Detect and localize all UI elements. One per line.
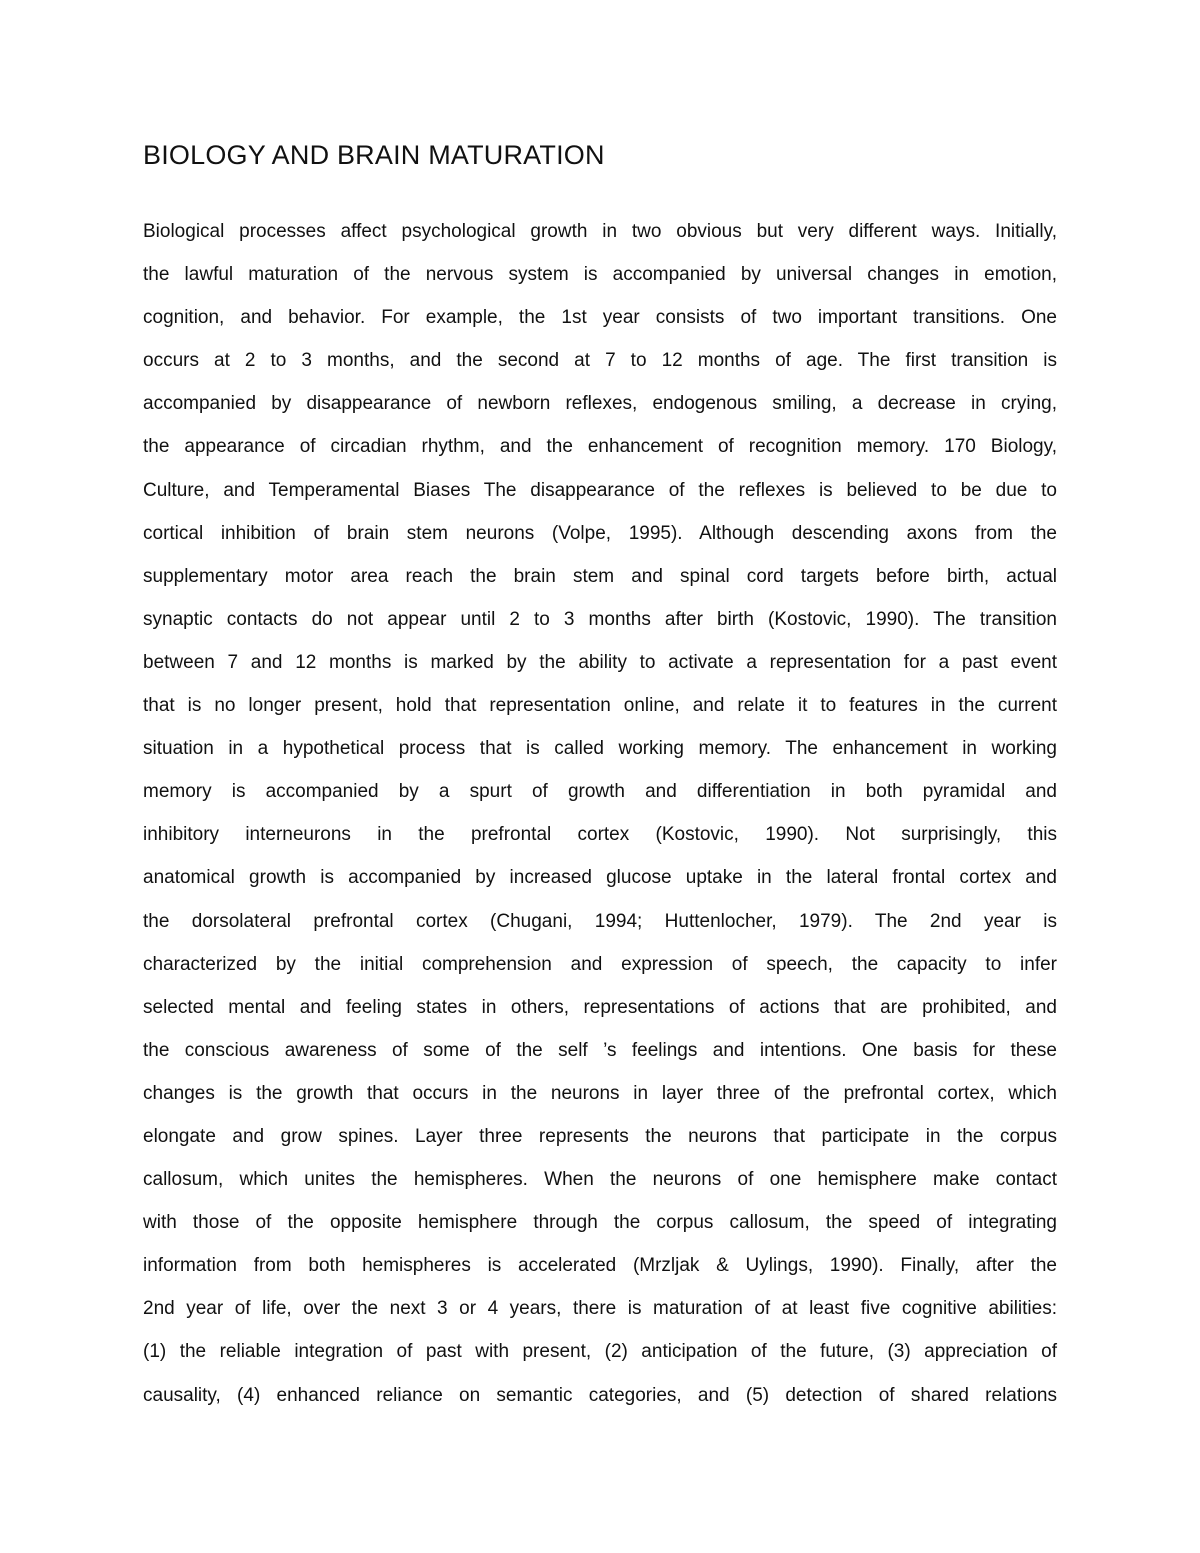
paragraph-line: Culture, and Temperamental Biases The disappearance of the reflexes is believed to be due to xyxy=(143,479,1057,501)
paragraph-line: between 7 and 12 months is marked by the ability to activate a representation for a past event xyxy=(143,651,1057,673)
paragraph-line: changes is the growth that occurs in the neurons in layer three of the prefrontal cortex, which xyxy=(143,1082,1057,1104)
paragraph-line: cognition, and behavior. For example, the 1st year consists of two important transitions. One xyxy=(143,307,1057,329)
paragraph-line: accompanied by disappearance of newborn reflexes, endogenous smiling, a decrease in crying, xyxy=(143,393,1057,415)
paragraph-line: Biological processes affect psychological growth in two obvious but very different ways. Initially, xyxy=(143,221,1057,242)
paragraph-line: occurs at 2 to 3 months, and the second at 7 to 12 months of age. The first transition is xyxy=(143,350,1057,372)
paragraph-line: with those of the opposite hemisphere through the corpus callosum, the speed of integrating xyxy=(143,1212,1057,1234)
paragraph-line: cortical inhibition of brain stem neurons (Volpe, 1995). Although descending axons from the xyxy=(143,522,1057,544)
paragraph-line: synaptic contacts do not appear until 2 to 3 months after birth (Kostovic, 1990). The transition xyxy=(143,608,1057,630)
body-paragraph xyxy=(143,210,1057,1417)
paragraph-line: anatomical growth is accompanied by increased glucose uptake in the lateral frontal cortex and xyxy=(143,867,1057,889)
paragraph-line: 2nd year of life, over the next 3 or 4 years, there is maturation of at least five cognitive abilities: xyxy=(143,1298,1057,1320)
paragraph-line: causality, (4) enhanced reliance on semantic categories, and (5) detection of shared relations xyxy=(143,1384,1057,1406)
paragraph-line: situation in a hypothetical process that is called working memory. The enhancement in working xyxy=(143,738,1057,760)
paragraph-line: selected mental and feeling states in others, representations of actions that are prohibited, and xyxy=(143,996,1057,1018)
paragraph-line: the appearance of circadian rhythm, and the enhancement of recognition memory. 170 Biology, xyxy=(143,436,1057,458)
paragraph-line: information from both hemispheres is accelerated (Mrzljak & Uylings, 1990). Finally, after the xyxy=(143,1255,1057,1277)
paragraph-line: supplementary motor area reach the brain stem and spinal cord targets before birth, actual xyxy=(143,565,1057,587)
paragraph-line: (1) the reliable integration of past with present, (2) anticipation of the future, (3) appreciation of xyxy=(143,1341,1057,1363)
paragraph-line: the dorsolateral prefrontal cortex (Chugani, 1994; Huttenlocher, 1979). The 2nd year is xyxy=(143,910,1057,932)
paragraph-line: callosum, which unites the hemispheres. When the neurons of one hemisphere make contact xyxy=(143,1169,1057,1191)
paragraph-line: characterized by the initial comprehension and expression of speech, the capacity to infer xyxy=(143,953,1057,975)
paragraph-line: memory is accompanied by a spurt of growth and differentiation in both pyramidal and xyxy=(143,781,1057,803)
paragraph-line: that is no longer present, hold that representation online, and relate it to features in the current xyxy=(143,695,1057,717)
paragraph-line: inhibitory interneurons in the prefrontal cortex (Kostovic, 1990). Not surprisingly, this xyxy=(143,824,1057,846)
document-title: BIOLOGY AND BRAIN MATURATION xyxy=(143,140,605,170)
paragraph-line: the conscious awareness of some of the self ’s feelings and intentions. One basis for these xyxy=(143,1039,1057,1061)
paragraph-line: elongate and grow spines. Layer three represents the neurons that participate in the corpus xyxy=(143,1125,1057,1147)
paragraph-line: the lawful maturation of the nervous system is accompanied by universal changes in emotion, xyxy=(143,264,1057,286)
